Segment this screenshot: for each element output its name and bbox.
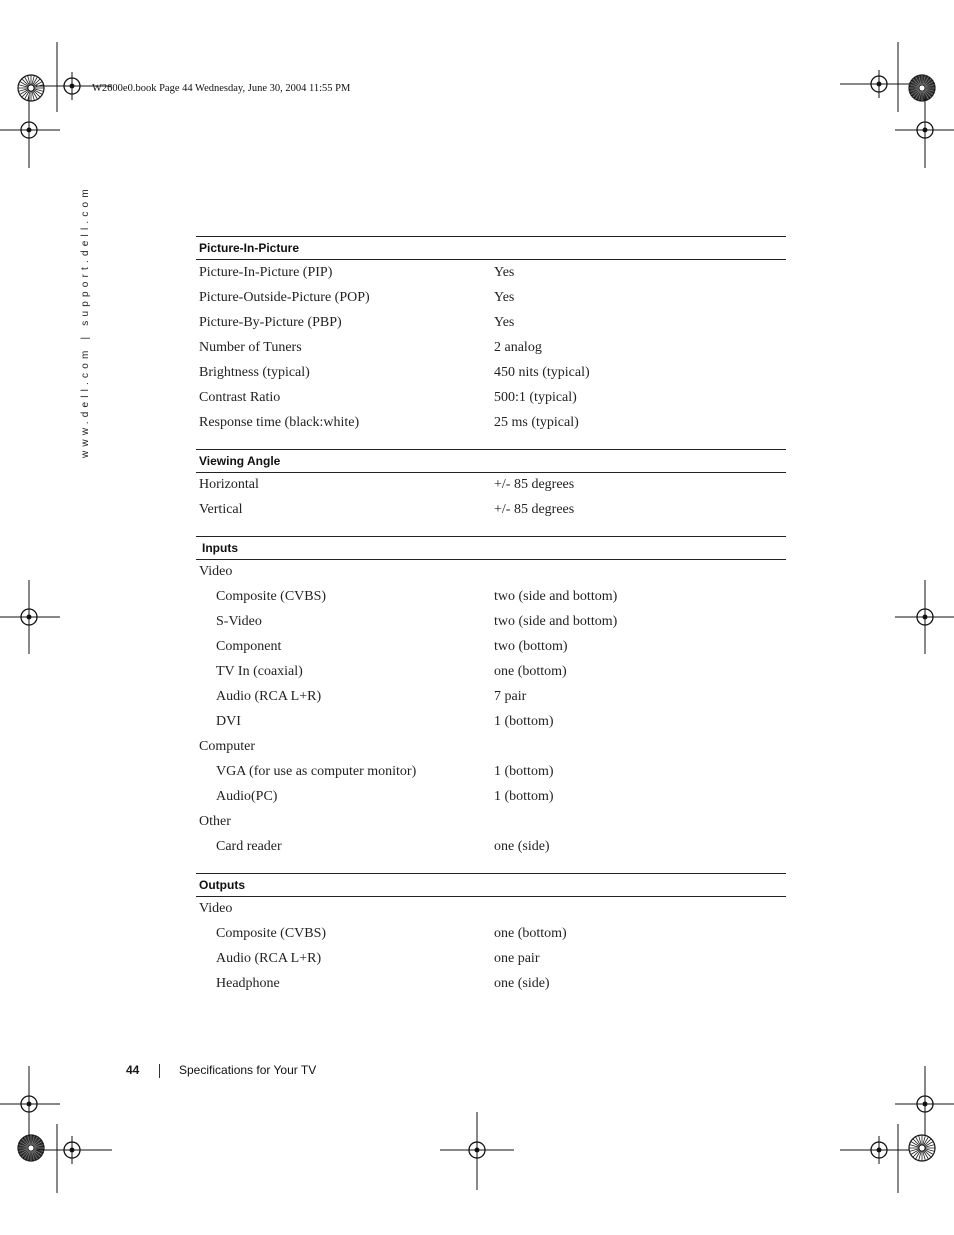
spec-label: TV In (coaxial) xyxy=(216,664,303,679)
crop-line xyxy=(898,42,899,113)
section-header-viewing-angle xyxy=(196,449,786,473)
spec-row xyxy=(199,950,786,975)
crop-line xyxy=(895,130,954,131)
spec-label: Other xyxy=(199,814,231,829)
spec-value: two (side and bottom) xyxy=(494,614,618,629)
section-title: Picture-In-Picture xyxy=(199,241,300,255)
spec-row xyxy=(199,713,786,738)
section-header-outputs xyxy=(196,873,786,897)
spec-row xyxy=(199,838,786,863)
spec-label: Card reader xyxy=(216,839,282,854)
spec-row xyxy=(199,975,786,1000)
crop-line xyxy=(895,1104,954,1105)
spec-value: 25 ms (typical) xyxy=(494,415,579,430)
spec-value: one (bottom) xyxy=(494,664,567,679)
spec-row xyxy=(199,364,786,389)
spec-row xyxy=(199,813,786,838)
spec-label: Audio(PC) xyxy=(216,789,278,804)
registration-starburst-icon xyxy=(907,73,937,103)
spec-label: Component xyxy=(216,639,282,654)
spec-label: Contrast Ratio xyxy=(199,390,281,405)
registration-starburst-icon xyxy=(16,1133,46,1163)
spec-row xyxy=(199,638,786,663)
spec-label: S-Video xyxy=(216,614,262,629)
footer-title: Specifications for Your TV xyxy=(179,1063,317,1077)
crop-line xyxy=(57,42,58,113)
spec-label: Picture-In-Picture (PIP) xyxy=(199,265,333,280)
crop-line xyxy=(0,1104,61,1105)
footer-divider xyxy=(159,1064,160,1078)
spec-value: 500:1 (typical) xyxy=(494,390,577,405)
crop-line xyxy=(0,130,61,131)
spec-row xyxy=(199,738,786,763)
spec-row xyxy=(199,414,786,439)
spec-label: Headphone xyxy=(216,976,280,991)
spec-label: Brightness (typical) xyxy=(199,365,310,380)
crop-line xyxy=(895,617,954,618)
spec-label: Video xyxy=(199,901,233,916)
spec-row xyxy=(199,289,786,314)
crop-line xyxy=(36,86,113,87)
side-url: www.dell.com | support.dell.com xyxy=(80,185,91,458)
spec-label: Vertical xyxy=(199,502,243,517)
spec-value: one (side) xyxy=(494,839,550,854)
spec-row xyxy=(199,389,786,414)
spec-value: 2 analog xyxy=(494,340,542,355)
crop-line xyxy=(0,617,61,618)
spec-value: 1 (bottom) xyxy=(494,764,554,779)
section-title: Viewing Angle xyxy=(199,454,281,468)
spec-value: +/- 85 degrees xyxy=(494,502,575,517)
spec-value: Yes xyxy=(494,290,515,305)
spec-value: 450 nits (typical) xyxy=(494,365,590,380)
spec-label: Computer xyxy=(199,739,255,754)
spec-label: Composite (CVBS) xyxy=(216,926,327,941)
spec-label: Horizontal xyxy=(199,477,259,492)
spec-label: Picture-By-Picture (PBP) xyxy=(199,315,342,330)
crop-line xyxy=(29,95,30,169)
section-header-inputs xyxy=(196,536,786,560)
section-header-picture-in-picture xyxy=(196,236,786,260)
spec-row xyxy=(199,763,786,788)
spec-row xyxy=(199,264,786,289)
spec-label: Audio (RCA L+R) xyxy=(216,689,322,704)
spec-row xyxy=(199,663,786,688)
spec-value: two (side and bottom) xyxy=(494,589,618,604)
spec-row xyxy=(199,613,786,638)
spec-label: Picture-Outside-Picture (POP) xyxy=(199,290,370,305)
spec-value: 7 pair xyxy=(494,689,527,704)
spec-label: Audio (RCA L+R) xyxy=(216,951,322,966)
section-title: Inputs xyxy=(202,541,238,555)
crop-line xyxy=(925,95,926,169)
spec-row xyxy=(199,925,786,950)
spec-label: VGA (for use as computer monitor) xyxy=(216,764,417,779)
crop-line xyxy=(440,1150,515,1151)
spec-row xyxy=(199,900,786,925)
spec-row xyxy=(199,563,786,588)
spec-row xyxy=(199,476,786,501)
registration-starburst-icon xyxy=(16,73,46,103)
spec-value: Yes xyxy=(494,265,515,280)
spec-label: Composite (CVBS) xyxy=(216,589,327,604)
spec-row xyxy=(199,588,786,613)
spec-value: two (bottom) xyxy=(494,639,568,654)
spec-label: Response time (black:white) xyxy=(199,415,360,430)
print-header: W2600e0.book Page 44 Wednesday, June 30, 2004 11:55 PM xyxy=(92,83,351,94)
spec-value: one (bottom) xyxy=(494,926,567,941)
registration-starburst-icon xyxy=(907,1133,937,1163)
spec-value: one (side) xyxy=(494,976,550,991)
section-title: Outputs xyxy=(199,878,245,892)
spec-row xyxy=(199,339,786,364)
crop-line xyxy=(57,1124,58,1194)
spec-row xyxy=(199,788,786,813)
spec-row xyxy=(199,501,786,526)
spec-value: 1 (bottom) xyxy=(494,714,554,729)
spec-value: 1 (bottom) xyxy=(494,789,554,804)
crop-line xyxy=(477,1112,478,1191)
spec-value: +/- 85 degrees xyxy=(494,477,575,492)
spec-label: Number of Tuners xyxy=(199,340,302,355)
spec-row xyxy=(199,688,786,713)
spec-label: Video xyxy=(199,564,233,579)
crop-line xyxy=(898,1124,899,1194)
page-number: 44 xyxy=(126,1063,140,1077)
spec-label: DVI xyxy=(216,714,241,729)
spec-value: one pair xyxy=(494,951,540,966)
spec-value: Yes xyxy=(494,315,515,330)
spec-row xyxy=(199,314,786,339)
crop-line xyxy=(36,1150,113,1151)
